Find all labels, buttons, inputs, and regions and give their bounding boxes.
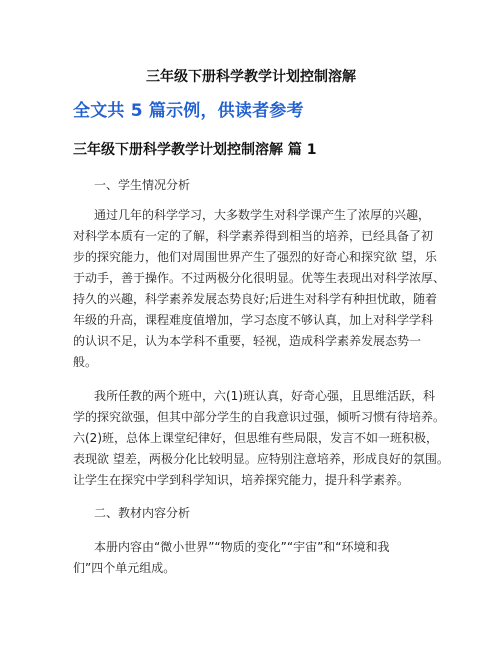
paragraph-line: 六(2)班，总体上课堂纪律好，但思维有些局限，发言不如一班积极，: [73, 431, 439, 445]
paragraph-line: 对科学本质有一定的了解，科学素养得到相当的培养，已经具备了初: [73, 229, 434, 243]
paragraph-line: 本册内容由“微小世界”“物质的变化”“宇宙”和“环境和我: [94, 540, 390, 554]
paragraph-line: 的认识不足，认为本学科不重要，轻视，造成科学素养发展态势一: [73, 334, 422, 348]
paragraph-line: 步的探究能力，他们对周围世界产生了强烈的好奇心和探究欲 望，乐: [73, 250, 437, 264]
document-title: 三年级下册科学教学计划控制溶解: [146, 69, 356, 85]
paragraph-line: 持久的兴趣，科学素养发展态势良好;后进生对科学有种担忧敢，随着: [73, 292, 438, 306]
paragraph-line: 让学生在探究中学到科学知识，培养探究能力，提升科学素养。: [73, 473, 410, 487]
paragraph-line: 通过几年的科学学习，大多数学生对科学课产生了浓厚的兴趣，: [94, 208, 431, 222]
section-title: 三年级下册科学教学计划控制溶解 篇 1: [73, 142, 317, 158]
paragraph-line: 我所任教的两个班中，六(1)班认真，好奇心强，且思维活跃，科: [94, 389, 436, 403]
paragraph-line: 们”四个单元组成。: [73, 561, 176, 575]
paragraph-line: 于动手，善于操作。不过两极分化很明显。优等生表现出对科学浓厚、: [73, 271, 446, 285]
paragraph-line: 表现欲 望差，两极分化比较明显。应特别注意培养，形成良好的氛围。: [73, 452, 449, 466]
paragraph-line: 年级的升高，课程难度值增加，学习态度不够认真，加上对科学学科: [73, 313, 434, 327]
paragraph-line: 学的探究欲强，但其中部分学生的自我意识过强，倾听习惯有待培养。: [73, 410, 446, 424]
paragraph-line: 般。: [73, 355, 98, 369]
heading-textbook-analysis: 二、教材内容分析: [94, 506, 191, 520]
examples-banner: 全文共 5 篇示例，供读者参考: [73, 101, 304, 121]
heading-student-analysis: 一、学生情况分析: [94, 178, 191, 192]
